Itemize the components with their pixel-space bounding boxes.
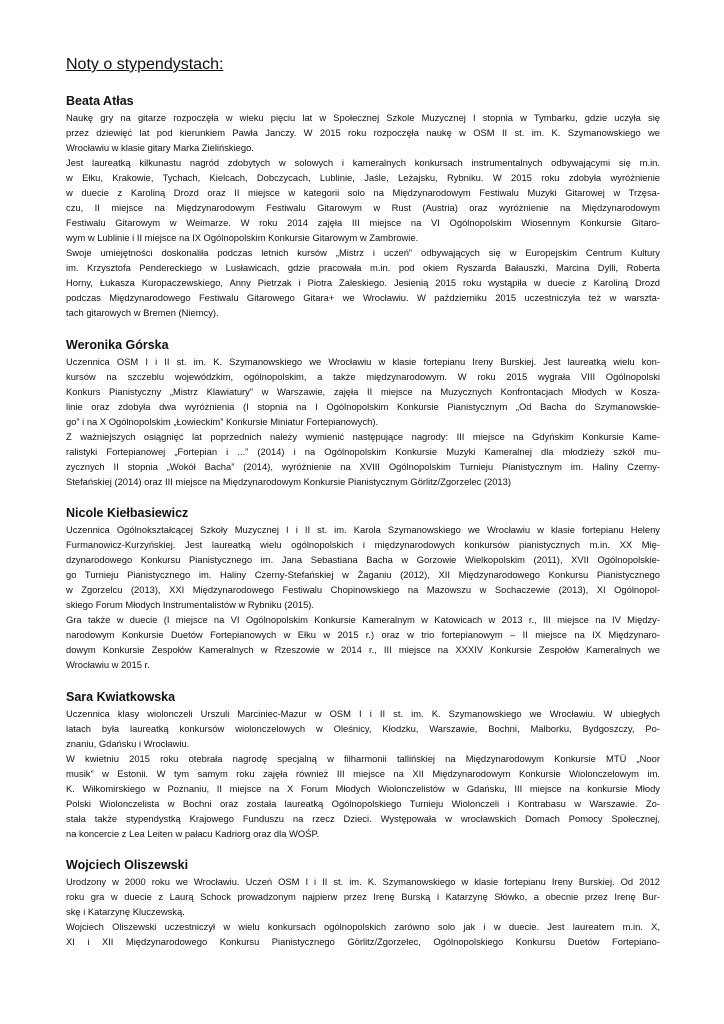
bio-name: Wojciech Oliszewski — [66, 858, 189, 872]
bio-text-line: Furmanowicz-Kurzyńskiej. Jest laureatką wielu ogólnopolskich i międzynarodowych konkursów pianistycznych m.in. XX Mię- — [66, 539, 660, 550]
bio-text-line: Festiwalu Gitarowym w Weimarze. W roku 2014 zajęła III miejsce na VI Ogólnopolskim Wiosennym Konkursie Gitaro- — [66, 217, 660, 228]
bio-text-line: znaniu, Gdańsku i Wrocławiu. — [66, 738, 190, 749]
bio-text-line: go Turnieju Pianistycznego im. Haliny Czerny-Stefańskiej w Żaganiu (2012), XII Międzynarodowego Konkursu Pianistycznego — [66, 569, 660, 580]
bio-text-line: Uczennica OSM I i II st. im. K. Szymanowskiego we Wrocławiu w klasie fortepianu Ireny Burskiej. Jest laureatką wielu kon- — [66, 356, 660, 367]
bio-text-line: czu, II miejsce na Międzynarodowym Festiwalu Gitarowym w Rust (Austria) oraz wyróżnienie na Międzynarodowym — [66, 202, 660, 213]
bio-text-line: dowym Konkursie Zespołów Kameralnych w Rzeszowie w 2014 r., III miejsce na XXXIV Konkursie Zespołów Kameralnych we — [66, 644, 660, 655]
bio-text-line: w Ełku, Krakowie, Tychach, Kielcach, Dobczycach, Lublinie, Jaśle, Leżajsku, Rybniku. W 2015 roku zdobyła wyróżnienie — [66, 172, 660, 183]
bio-text-line: XI i XII Międzynarodowego Konkursu Pianistycznego Görlitz/Zgorzelec, Ogólnopolskiego Konkursu Duetów Fortepiano- — [66, 936, 660, 947]
bio-text-line: Wrocławiu w 2015 r. — [66, 659, 150, 670]
bio-text-line: przez dziewięć lat pod kierunkiem Pawła Janczy. W 2015 roku rozpoczęła naukę w OSM II st. im. K. Szymanowskiego we — [66, 127, 660, 138]
bio-text-line: skę i Katarzynę Kluczewską. — [66, 906, 185, 917]
bio-text-line: Stefańskiej (2014) oraz III miejsce na Międzynarodowym Konkursie Pianistycznym Görlitz/Zgorzelec (2013) — [66, 476, 511, 487]
document-title: Noty o stypendystach: — [66, 56, 224, 73]
bio-text-line: tach gitarowych w Bremen (Niemcy). — [66, 307, 219, 318]
bio-text-line: kursów na szczeblu wojewódzkim, ogólnopolskim, a także międzynarodowym. W roku 2015 wygrała VIII Ogólnopolski — [66, 371, 660, 382]
bio-text-line: Swoje umiejętności doskonaliła podczas letnich kursów „Mistrz i uczeń” odbywających się w Europejskim Centrum Kultury — [66, 247, 660, 258]
bio-text-line: wym w Lublinie i II miejsce na IX Ogólnopolskim Konkursie Gitarowym w Zambrowie. — [66, 232, 419, 243]
bio-name: Nicole Kiełbasiewicz — [66, 506, 189, 520]
bio-text-line: Naukę gry na gitarze rozpoczęła w wieku pięciu lat w Społecznej Szkole Muzycznej I stopnia w Tymbarku, gdzie uczyła się — [66, 112, 660, 123]
bio-text-line: Jest laureatką kilkunastu nagród zdobytych w solowych i kameralnych konkursach instrumentalnych odbywającymi się m.in. — [66, 157, 660, 168]
bio-text-line: na koncercie z Lea Leiten w pałacu Kadriorg oraz dla WOŚP. — [66, 828, 320, 839]
bio-text-line: go” i na X Ogólnopolskim „Łowieckim” Konkursie Miniatur Fortepianowych). — [66, 416, 379, 427]
bio-name: Beata Atłas — [66, 94, 134, 108]
bio-text-line: latach była laureatką konkursów wiolonczelowych w Oleśnicy, Kłodzku, Warszawie, Bochni, Malborku, Bydgoszczy, Po- — [66, 723, 660, 734]
bio-text-line: Polski Wiolonczelista w Bochni oraz została laureatką Ogólnopolskiego Turnieju Wiolonczeli i Kontrabasu w Warszawie. Zo- — [66, 798, 660, 809]
bio-text-line: Gra także w duecie (I miejsce na VI Ogólnopolskim Konkursie Kameralnym w Katowicach w 2013 r., III miejsce na IV Między- — [66, 614, 660, 625]
bio-text-line: dzynarodowego Konkursu Pianistycznego im. Jana Sebastiana Bacha w Gorzowie Wielkopolskim (2011), XVII Ogólnopolskie- — [66, 554, 660, 565]
bio-text-line: Urodzony w 2000 roku we Wrocławiu. Uczeń OSM I i II st. im. K. Szymanowskiego w klasie fortepianu Ireny Burskiej. Od 2012 — [66, 876, 660, 887]
bio-text-line: stała także stypendystką Krajowego Funduszu na rzecz Dzieci. Występowała w wrocławskich Domach Pomocy Społecznej, — [66, 813, 660, 824]
bio-text-line: Uczennica klasy wiolonczeli Urszuli Marciniec-Mazur w OSM I i II st. im. K. Szymanowskiego we Wrocławiu. W ubiegłych — [66, 708, 660, 719]
bio-text-line: Z ważniejszych osiągnięć lat poprzednich należy wymienić następujące nagrody: III miejsce na Gdyńskim Konkursie Kame- — [66, 431, 660, 442]
bio-text-line: podczas Międzynarodowego Festiwalu Gitarowego Gitara+ we Wrocławiu. W październiku 2015 uczestniczyła też w warszta- — [66, 292, 660, 303]
bio-text-line: Konkurs Pianistyczny „Mistrz Klawiatury” w Warszawie, zajęła II miejsce na Muzycznych Konfrontacjach Młodych w Kosza- — [66, 386, 660, 397]
bio-text-line: linie oraz zdobyła dwa wyróżnienia (I stopnia na I Ogólnopolskim Konkursie Pianistycznym „Od Bacha do Szymanowskie- — [66, 401, 660, 412]
bio-text-line: narodowym Konkursie Duetów Fortepianowych w Ełku w 2015 r.) oraz w trio fortepianowym – II miejsce na IX Międzynaro- — [66, 629, 660, 640]
bio-text-line: skiego Forum Młodych Instrumentalistów w Rybniku (2015). — [66, 599, 315, 610]
bio-text-line: roku gra w duecie z Laurą Schock prowadzonym najpierw przez Irenę Burską i Katarzynę Słówko, a obecnie przez Irenę Bur- — [66, 891, 660, 902]
bio-text-line: zycznych II stopnia „Wokół Bacha” (2014), wyróżnienie na XVIII Ogólnopolskim Turnieju Pianistycznym im. Haliny Czerny- — [66, 461, 660, 472]
bio-text-line: w Zgorzelcu (2013), XXI Międzynarodowego Festiwalu Chopinowskiego na Mazowszu w Sochaczewie (2013), XI Ogólnopol- — [66, 584, 660, 595]
bio-text-line: K. Wiłkomirskiego w Poznaniu, II miejsce na X Forum Młodych Wiolonczelistów w Gdańsku, III miejsce na konkursie Młody — [66, 783, 660, 794]
bio-text-line: Wojciech Oliszewski uczestniczył w wielu konkursach ogólnopolskich zarówno solo jak i w duecie. Jest laureatem m.in. X, — [66, 921, 660, 932]
bio-text-line: Horny, Łukasza Kuropaczewskiego, Anny Pietrzak i Piotra Zaleskiego. Jesienią 2015 roku wystąpiła w duecie z Karoliną Drozd — [66, 277, 660, 288]
bio-text-line: W kwietniu 2015 roku otebrała nagrodę specjalną w filharmonii tallińskiej na Międzynarodowym Konkursie MTÜ „Noor — [66, 753, 660, 764]
bio-text-line: Uczennica Ogólnokształcącej Szkoły Muzycznej I i II st. im. Karola Szymanowskiego we Wrocławiu w klasie fortepianu Heleny — [66, 524, 660, 535]
bio-name: Sara Kwiatkowska — [66, 690, 176, 704]
bio-text-line: musik” w Estonii. W tym samym roku zajęła również III miejsce na XII Międzynarodowym Konkursie Wiolonczelowym im. — [66, 768, 660, 779]
bio-text-line: Wrocławiu w klasie gitary Marka Zielińskiego. — [66, 142, 254, 153]
bio-text-line: ralistyki Fortepianowej „Fortepian i ...” (2014) i na Ogólnopolskim Konkursie Muzyki Kameralnej dla młodzieży szkół mu- — [66, 446, 660, 457]
bio-text-line: w duecie z Karoliną Drozd oraz II miejsce w kategorii solo na Międzynarodowym Festiwalu Muzyki Gitarowej w Trzęsa- — [66, 187, 660, 198]
bio-name: Weronika Górska — [66, 338, 169, 352]
bio-text-line: im. Krzysztofa Pendereckiego w Lusławicach, gdzie pracowała m.in. pod okiem Ryszarda Bałauszki, Marcina Dylli, Roberta — [66, 262, 660, 273]
